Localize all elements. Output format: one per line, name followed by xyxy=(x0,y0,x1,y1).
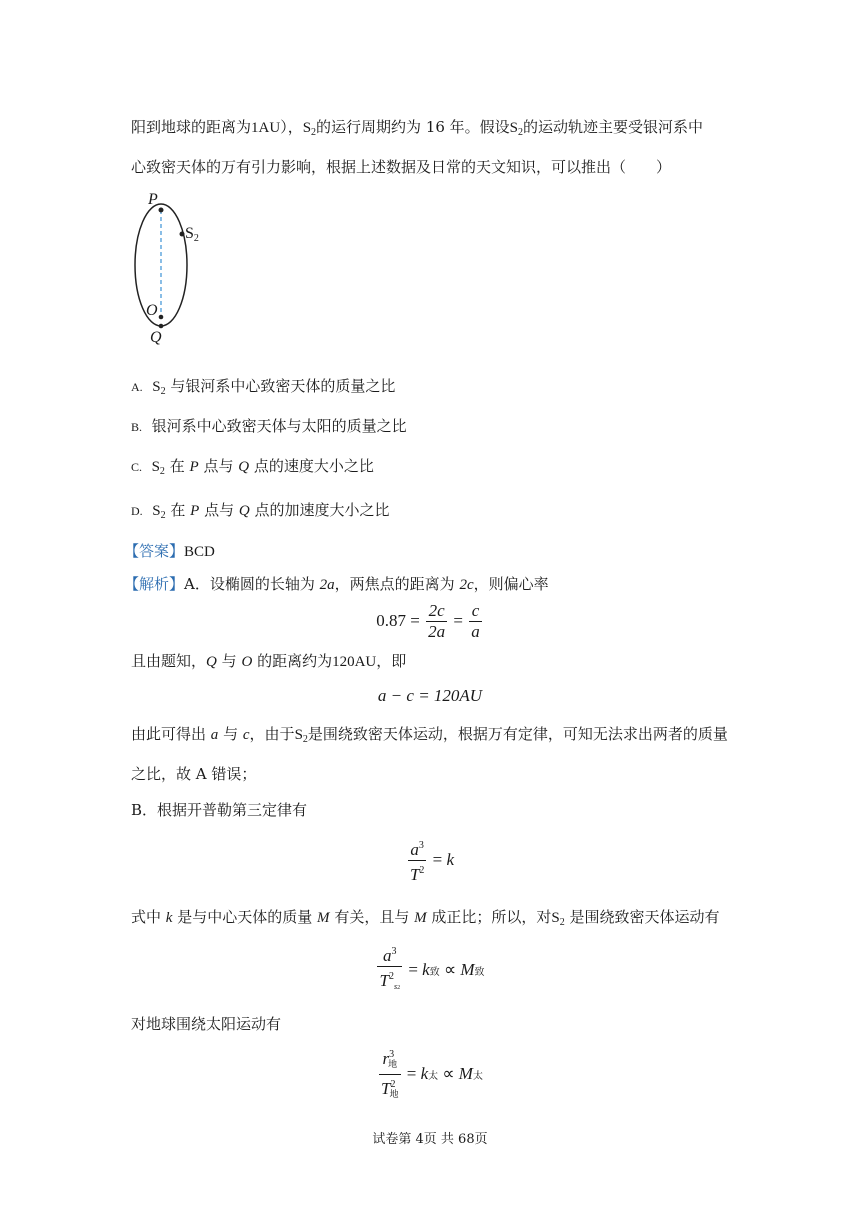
equation-s2-orbit: $\frac{a^3}{T^2_{s2}}$ = k 致 ∝ M 致 xyxy=(330,943,530,997)
analysis-tag: 【解析】 xyxy=(124,575,185,593)
option-a: A. $S_2$ 与银河系中心致密天体的质量之比 xyxy=(131,377,396,397)
question-line-1: 阳到地球的距离为1AU），$S_2$的运行周期约为 16 年。假设$S_2$的运动轨迹主要受银河系中 xyxy=(131,118,704,138)
orbit-ellipse xyxy=(135,204,187,326)
answer-tag: 【答案】 xyxy=(124,542,185,560)
analysis-line-7: 对地球围绕太阳运动有 xyxy=(131,1015,282,1033)
orbit-diagram xyxy=(128,192,218,352)
point-o xyxy=(159,315,164,320)
equation-kepler: $\frac{a^3}{T^2}$ = k xyxy=(409,839,455,884)
equation-earth-orbit: $\frac{r^3_地}{T^2_地}$ = k 太 ∝ M 太 xyxy=(330,1048,530,1100)
orbit-figure xyxy=(128,192,218,352)
point-p xyxy=(159,208,164,213)
page-footer: 试卷第 4页 共 68页 xyxy=(372,1132,488,1147)
label-p: P xyxy=(148,191,158,208)
analysis-line-4: 之比，故 A 错误； xyxy=(131,765,257,783)
analysis-line-1: 【解析】A．设椭圆的长轴为 2a，两焦点的距离为 2c，则偏心率 xyxy=(124,575,549,593)
point-s2 xyxy=(180,232,185,237)
question-line-2: 心致密天体的万有引力影响，根据上述数据及日常的天文知识，可以推出（ ） xyxy=(131,158,672,176)
analysis-line-2: 且由题知，Q 与 O 的距离约为120AU，即 xyxy=(131,652,407,670)
label-q: Q xyxy=(150,329,162,346)
label-s2: $S_2$ xyxy=(185,225,199,244)
equation-eccentricity: 0.87 = $\frac{2c}{2a}$ = $\frac{c}{a}$ xyxy=(376,600,480,641)
point-q xyxy=(159,324,164,329)
option-b: B. 银河系中心致密天体与太阳的质量之比 xyxy=(131,417,407,435)
option-d: D. $S_2$ 在 P 点与 Q 点的加速度大小之比 xyxy=(131,501,390,521)
option-c: C. $S_2$ 在 P 点与 Q 点的速度大小之比 xyxy=(131,457,374,477)
equation-distance: a − c = 120AU xyxy=(377,686,483,705)
label-o: O xyxy=(146,302,158,319)
answer-value: BCD xyxy=(184,544,215,560)
analysis-line-5: B．根据开普勒第三定律有 xyxy=(131,801,308,819)
analysis-line-6: 式中 k 是与中心天体的质量 M 有关，且与 M 成正比；所以，对$S_2$ 是围绕致密天体运动有 xyxy=(131,908,720,928)
answer-line xyxy=(124,540,215,563)
analysis-line-3: 由此可得出 a 与 c，由于$S_2$是围绕致密天体运动，根据万有定律，可知无法求出两者的质量 xyxy=(131,725,728,745)
